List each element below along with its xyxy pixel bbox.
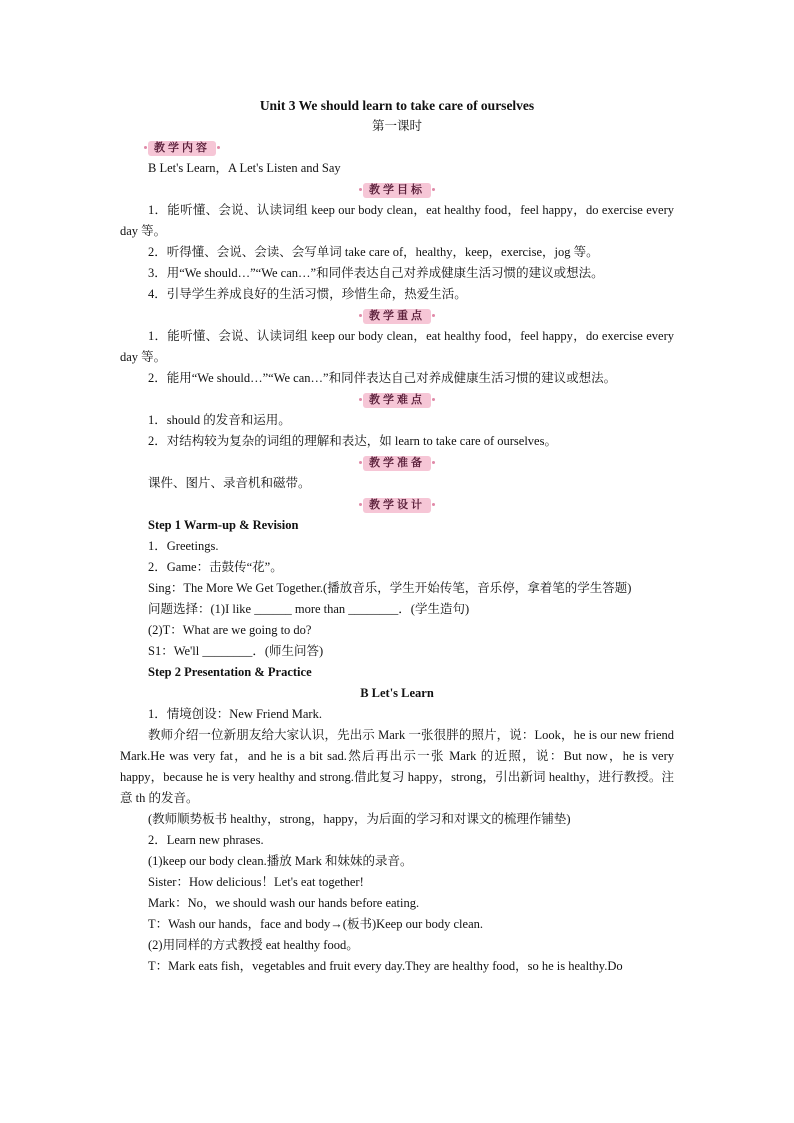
content-text: B Let's Learn，A Let's Listen and Say <box>148 161 341 175</box>
difficult-item: 2．对结构较为复杂的词组的理解和表达，如 learn to take care of ourselves。 <box>148 434 557 448</box>
step2-note: (教师顺势板书 healthy，strong，happy，为后面的学习和对课文的梳理作铺垫) <box>148 812 571 826</box>
step1-question: 问题选择：(1)I like ______ more than ________．(学生造句) <box>148 602 470 616</box>
goal-item: 2．听得懂、会说、会读、会写单词 take care of，healthy，keep，exercise，jog 等。 <box>148 245 599 259</box>
content-badge: 教学内容 <box>148 141 216 156</box>
key-badge: 教学重点 <box>363 309 431 324</box>
goal-item: 4．引导学生养成良好的生活习惯，珍惜生命，热爱生活。 <box>148 287 467 301</box>
step2-section-title: B Let's Learn <box>360 686 434 700</box>
content-heading <box>120 137 674 158</box>
design-heading <box>120 494 674 515</box>
page-subtitle: 第一课时 <box>371 119 422 133</box>
prep-heading <box>120 452 674 473</box>
goals-heading <box>120 179 674 200</box>
step2-paragraph: 教师介绍一位新朋友给大家认识，先出示 Mark 一张很胖的照片，说：Look，he is our new friend Mark.He was very fat，and he is a bit sad.然后再出示一张 Mark 的近照，说：But now，he is very happy，because he is very healthy and strong.借此复习 happy，strong，引出新词 healthy，进行教授。注意 th 的发音。 <box>120 728 674 805</box>
step1-answer: S1：We'll ________．(师生问答) <box>148 644 324 658</box>
step1-line: 2．Game：击鼓传“花”。 <box>148 560 283 574</box>
design-badge: 教学设计 <box>363 498 431 513</box>
goals-badge: 教学目标 <box>363 183 431 198</box>
key-item: 2．能用“We should…”“We can…”和同伴表达自己对养成健康生活习惯的建议或想法。 <box>148 371 617 385</box>
difficult-item: 1．should 的发音和运用。 <box>148 413 291 427</box>
dialogue-line: T：Mark eats fish，vegetables and fruit every day.They are healthy food，so he is healthy.Do <box>148 959 623 973</box>
key-heading <box>120 305 674 326</box>
goal-item: 1．能听懂、会说、认读词组 keep our body clean，eat healthy food，feel happy，do exercise every day 等。 <box>120 203 674 238</box>
step2-line: 2．Learn new phrases. <box>148 833 264 847</box>
step2-heading: Step 2 Presentation & Practice <box>148 665 312 679</box>
prep-text: 课件、图片、录音机和磁带。 <box>148 476 311 490</box>
step1-heading: Step 1 Warm-up & Revision <box>148 518 299 532</box>
page-title: Unit 3 We should learn to take care of ourselves <box>259 98 535 113</box>
step1-sing: Sing：The More We Get Together.(播放音乐，学生开始传笔，音乐停，拿着笔的学生答题) <box>148 581 632 595</box>
step2-line: (1)keep our body clean.播放 Mark 和妹妹的录音。 <box>148 854 413 868</box>
key-item: 1．能听懂、会说、认读词组 keep our body clean，eat healthy food，feel happy，do exercise every day 等。 <box>120 329 674 364</box>
document-page <box>120 96 674 977</box>
difficult-badge: 教学难点 <box>363 393 431 408</box>
step1-question: (2)T：What are we going to do? <box>148 623 312 637</box>
dialogue-line: T：Wash our hands，face and body→(板书)Keep our body clean. <box>148 917 484 931</box>
goal-item: 3．用“We should…”“We can…”和同伴表达自己对养成健康生活习惯的建议或想法。 <box>148 266 604 280</box>
step1-line: 1．Greetings. <box>148 539 219 553</box>
step2-line: (2)用同样的方式教授 eat healthy food。 <box>148 938 359 952</box>
dialogue-line: Mark：No，we should wash our hands before eating. <box>148 896 420 910</box>
step2-line: 1．情境创设：New Friend Mark. <box>148 707 322 721</box>
dialogue-line: Sister：How delicious！Let's eat together! <box>148 875 364 889</box>
prep-badge: 教学准备 <box>363 456 431 471</box>
difficult-heading <box>120 389 674 410</box>
